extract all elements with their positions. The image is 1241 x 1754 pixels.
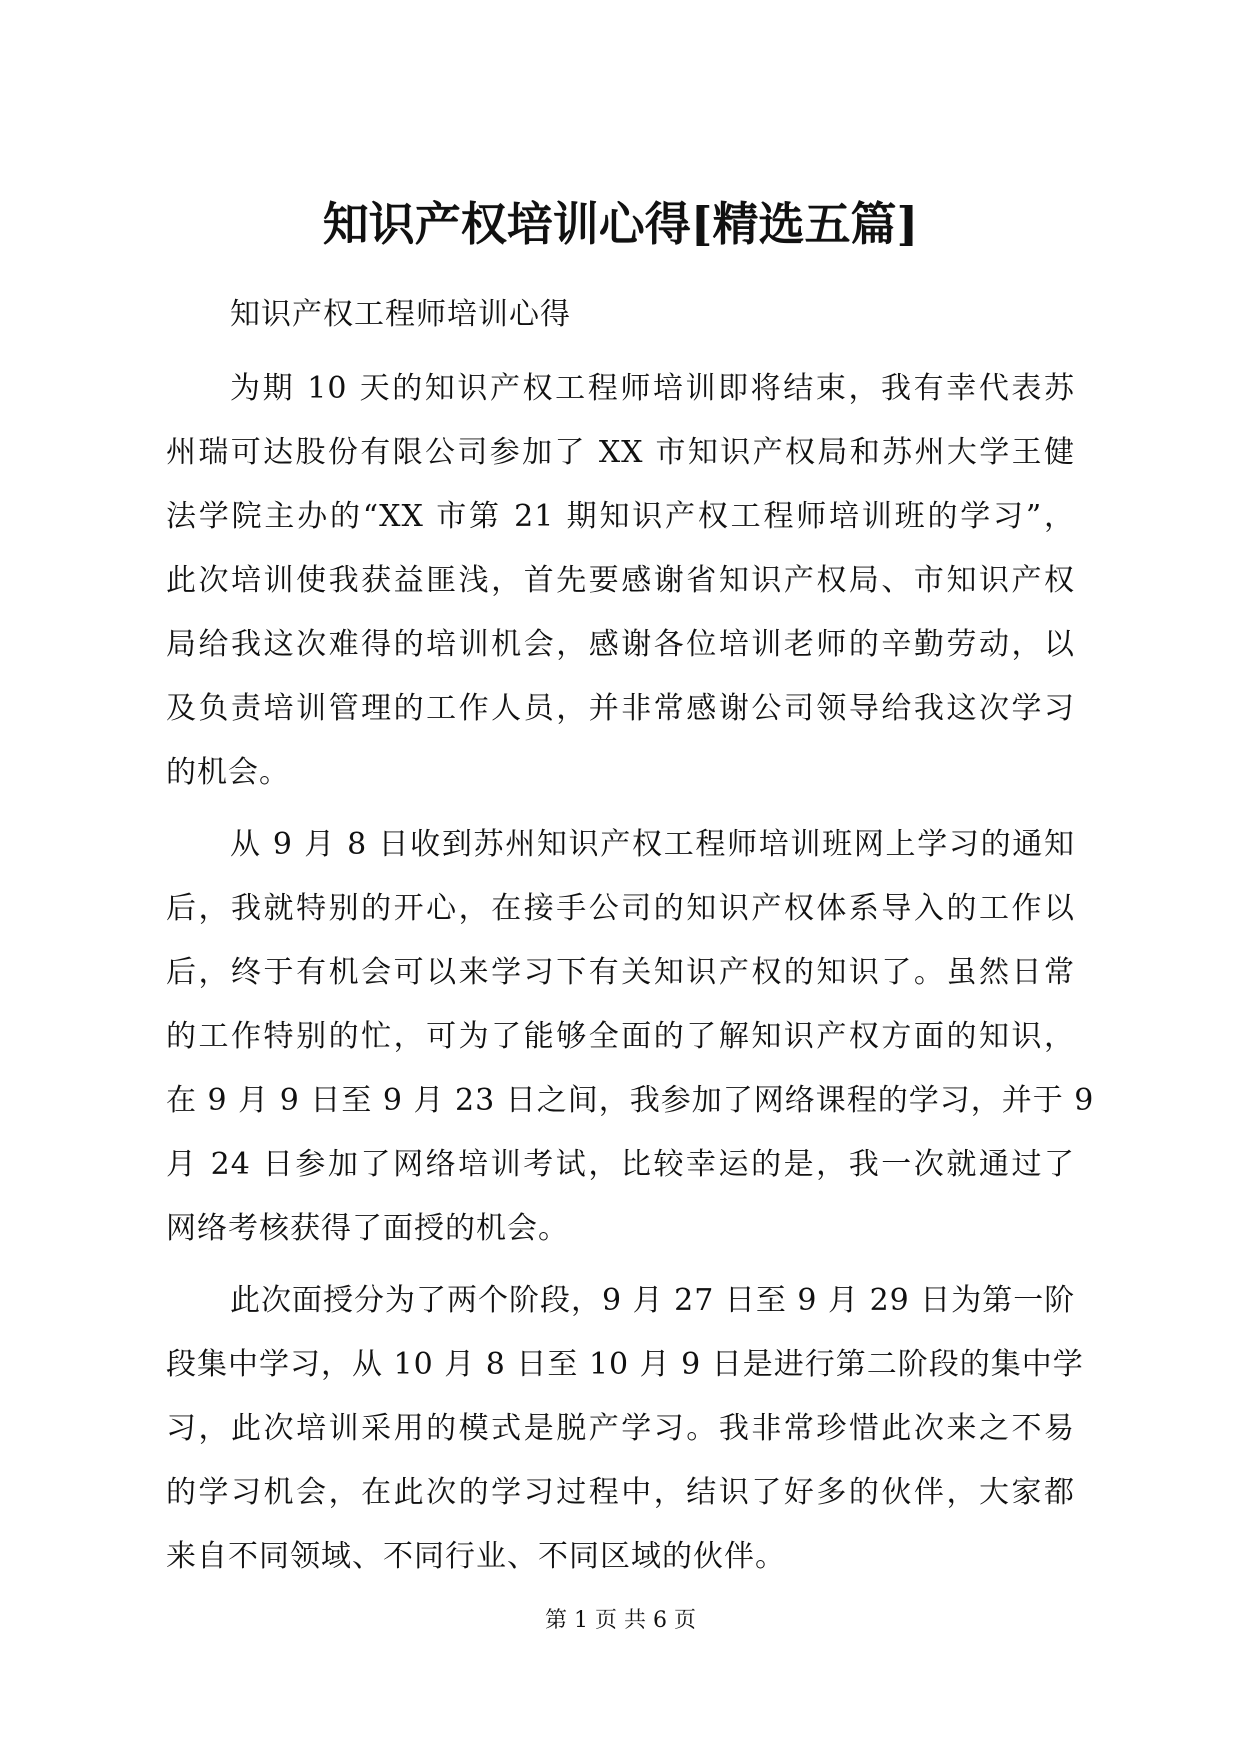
paragraph-1	[166, 357, 1075, 805]
paragraph-line: 法学院主办的“XX 市第 21 期知识产权工程师培训班的学习”，	[166, 499, 1075, 534]
paragraph-line: 的机会。	[166, 755, 290, 790]
page-number-footer: 第 1 页 共 6 页	[545, 1608, 696, 1633]
document-title: 知识产权培训心得[精选五篇]	[322, 197, 919, 251]
paragraph-2	[166, 813, 1095, 1261]
paragraph-line: 的学习机会，在此次的学习过程中，结识了好多的伙伴，大家都	[166, 1475, 1075, 1510]
paragraph-line: 段集中学习，从 10 月 8 日至 10 月 9 日是进行第二阶段的集中学	[166, 1347, 1084, 1382]
paragraph-line: 月 24 日参加了网络培训考试，比较幸运的是，我一次就通过了	[166, 1147, 1075, 1182]
paragraph-line: 后，我就特别的开心，在接手公司的知识产权体系导入的工作以	[166, 891, 1075, 926]
document-subtitle: 知识产权工程师培训心得	[230, 297, 571, 332]
paragraph-line: 的工作特别的忙，可为了能够全面的了解知识产权方面的知识，	[166, 1019, 1075, 1054]
paragraph-line: 习，此次培训采用的模式是脱产学习。我非常珍惜此次来之不易	[166, 1411, 1075, 1446]
paragraph-line: 在 9 月 9 日至 9 月 23 日之间，我参加了网络课程的学习，并于 9	[166, 1083, 1095, 1118]
paragraph-line: 州瑞可达股份有限公司参加了 XX 市知识产权局和苏州大学王健	[166, 435, 1075, 470]
paragraph-line: 为期 10 天的知识产权工程师培训即将结束，我有幸代表苏	[230, 371, 1075, 406]
paragraph-line: 局给我这次难得的培训机会，感谢各位培训老师的辛勤劳动，以	[166, 627, 1075, 662]
paragraph-line: 从 9 月 8 日收到苏州知识产权工程师培训班网上学习的通知	[230, 827, 1075, 862]
paragraph-line: 来自不同领域、不同行业、不同区域的伙伴。	[166, 1539, 786, 1574]
paragraph-line: 此次培训使我获益匪浅，首先要感谢省知识产权局、市知识产权	[166, 563, 1075, 598]
paragraph-line: 网络考核获得了面授的机会。	[166, 1211, 569, 1246]
paragraph-line: 后，终于有机会可以来学习下有关知识产权的知识了。虽然日常	[166, 955, 1075, 990]
paragraph-line: 此次面授分为了两个阶段，9 月 27 日至 9 月 29 日为第一阶	[230, 1283, 1076, 1318]
paragraph-3	[166, 1269, 1084, 1589]
paragraph-line: 及负责培训管理的工作人员，并非常感谢公司领导给我这次学习	[166, 691, 1075, 726]
document-body	[166, 287, 1095, 1597]
